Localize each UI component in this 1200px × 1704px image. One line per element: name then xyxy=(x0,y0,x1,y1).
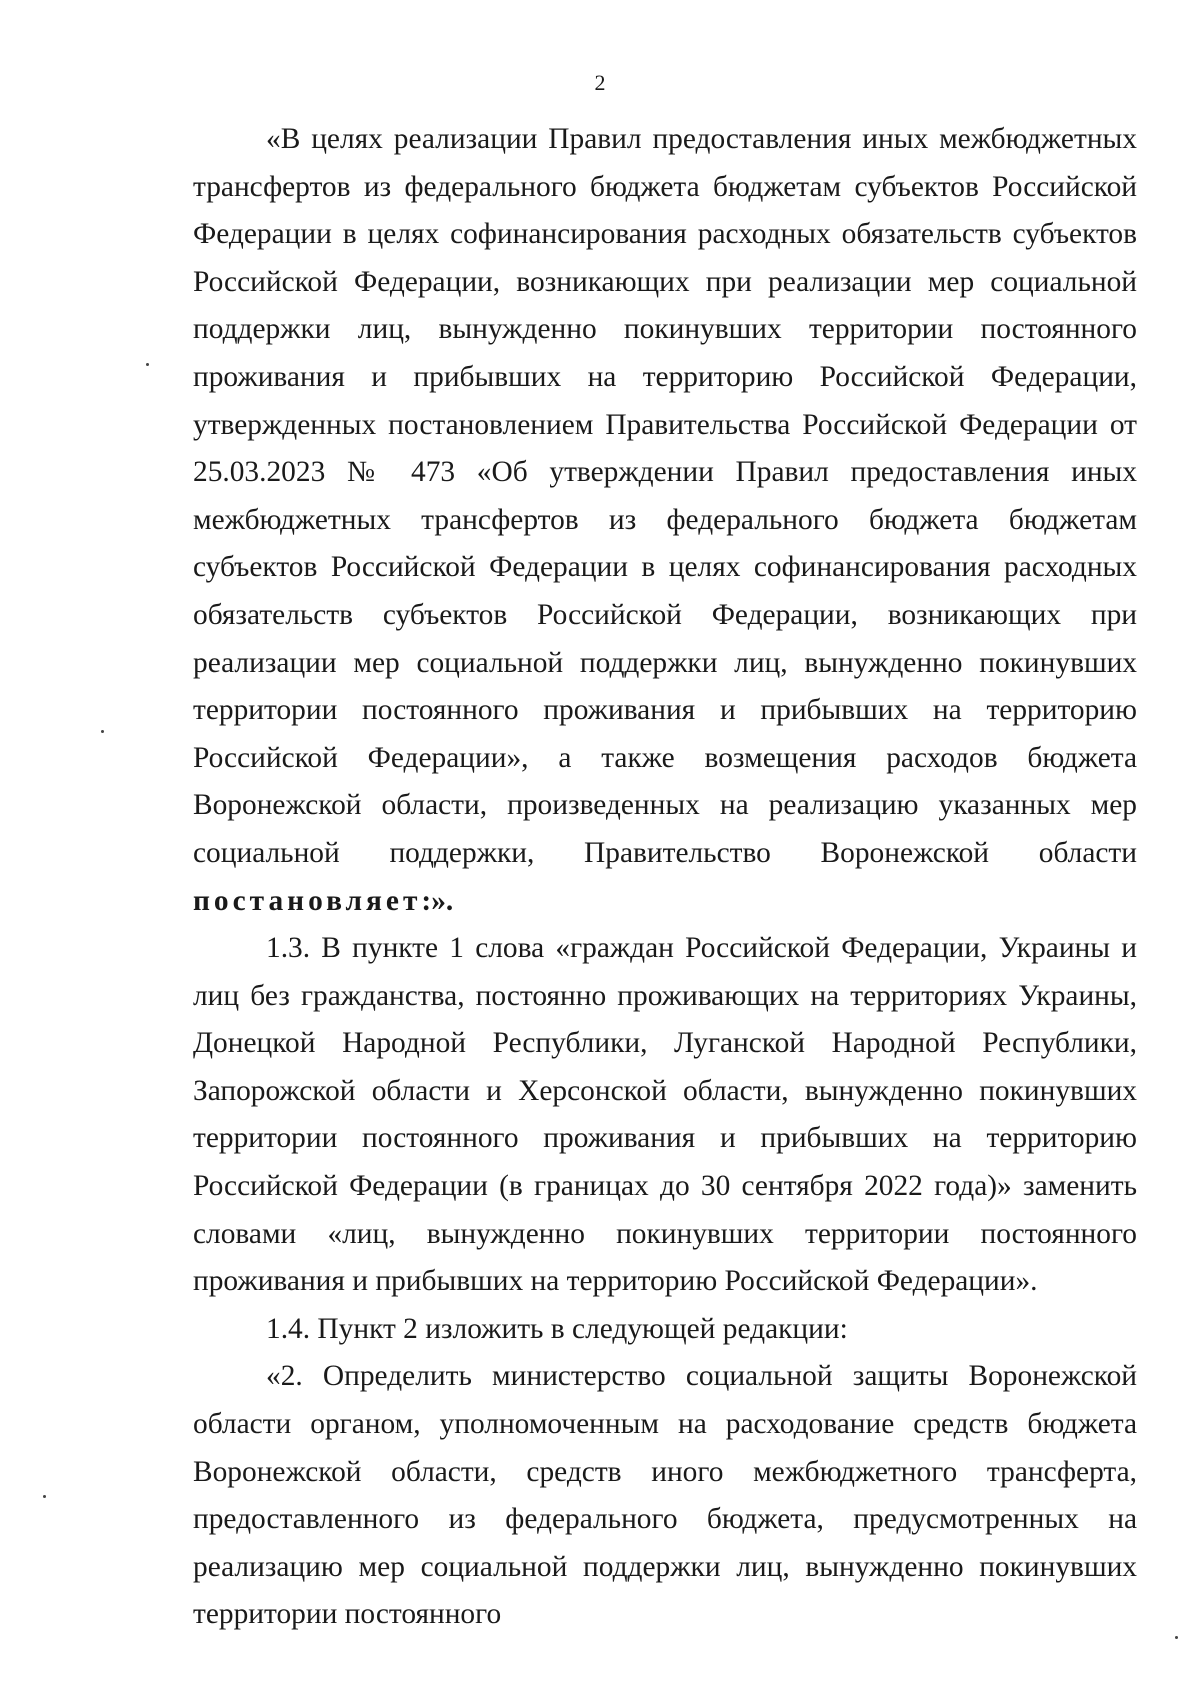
paragraph-point-2: «2. Определить министерство социальной защиты Воронежской области органом, уполномоченным на расходование средств бюджета Воронежской области, средств иного межбюджетного трансферта, предоставленного из федерального бюджета, предусмотренных на реализацию мер социальной поддержки лиц, вынужденно покинувших территории постоянного xyxy=(193,1360,1137,1631)
paragraph-1-4: 1.4. Пункт 2 изложить в следующей редакции: xyxy=(266,1312,848,1345)
resolves-keyword: постановляет xyxy=(193,884,422,917)
document-body xyxy=(193,116,1137,1639)
preamble-text: «В целях реализации Правил предоставления иных межбюджетных трансфертов из федерального бюджета бюджетам субъектов Российской Федерации в целях софинансирования расходных обязательств субъектов Российской Федерации, возникающих при реализации мер социальной поддержки лиц, вынужденно покинувших территории постоянного проживания и прибывших на территорию Российской Федерации, утвержденных постановлением Правительства Российской Федерации от 25.03.2023 № 473 «Об утверждении Правил предоставления иных межбюджетных трансфертов из федерального бюджета бюджетам субъектов Российской Федерации в целях софинансирования расходных обязательств субъектов Российской Федерации, возникающих при реализации мер социальной поддержки лиц, вынужденно покинувших территории постоянного проживания и прибывших на территорию Российской Федерации», а также возмещения расходов бюджета Воронежской области, произведенных на реализацию указанных мер социальной поддержки, Правительство Воронежской области xyxy=(193,123,1137,869)
scan-speck xyxy=(1175,1636,1178,1639)
paragraph-preamble xyxy=(193,116,1137,925)
page-number: 2 xyxy=(594,70,606,95)
scan-speck xyxy=(101,730,104,733)
scan-speck xyxy=(43,1495,46,1498)
scan-speck xyxy=(146,363,149,366)
preamble-end: :». xyxy=(421,884,454,917)
paragraph-1-3: 1.3. В пункте 1 слова «граждан Российской Федерации, Украины и лиц без гражданства, постоянно проживающих на территориях Украины, Донецкой Народной Республики, Луганской Народной Республики, Запорожской области и Херсонской области, вынужденно покинувших территории постоянного проживания и прибывших на территорию Российской Федерации (в границах до 30 сентября 2022 года)» заменить словами «лиц, вынужденно покинувших территории постоянного проживания и прибывших на территорию Российской Федерации». xyxy=(193,932,1137,1298)
